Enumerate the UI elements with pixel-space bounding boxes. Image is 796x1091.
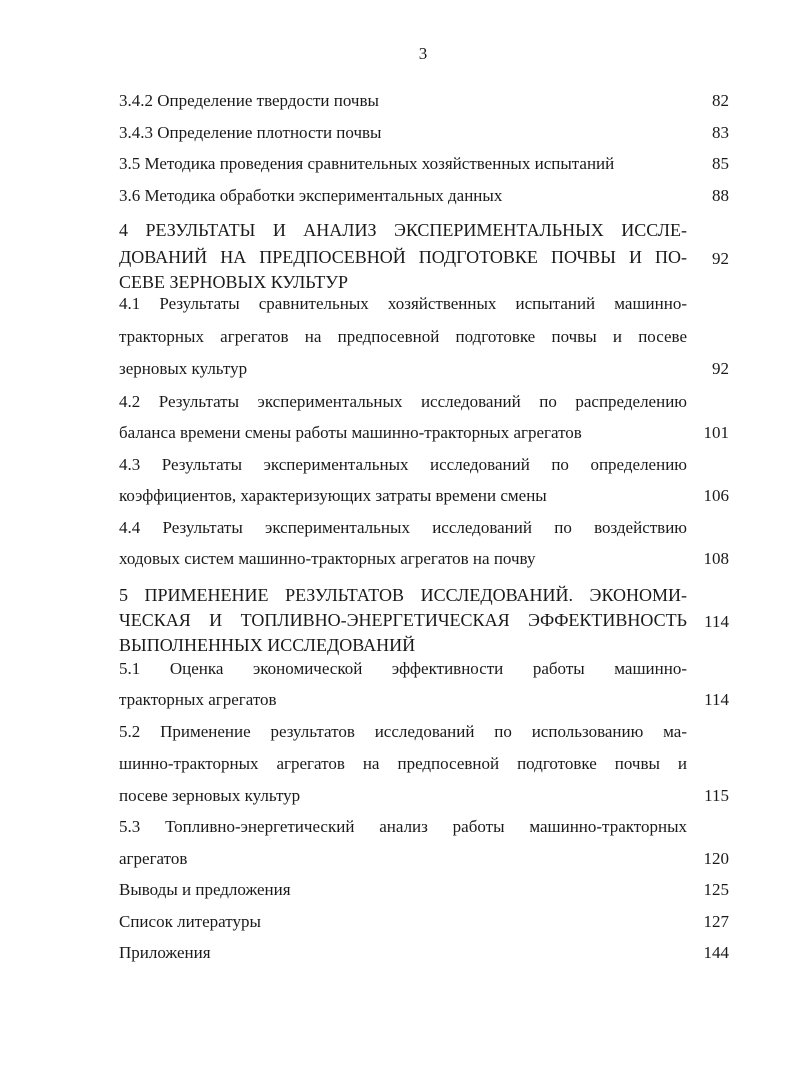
- toc-entry-4-line-1: 4 РЕЗУЛЬТАТЫ И АНАЛИЗ ЭКСПЕРИМЕНТАЛЬНЫХ ИССЛЕ-: [119, 220, 687, 240]
- toc-entry-5-1-line-1: 5.1 Оценка экономической эффективности работы машинно-: [119, 659, 687, 678]
- toc-entry-conclusions: Выводы и предложения: [119, 880, 291, 899]
- toc-entry-5-3-page: 120: [703, 849, 729, 868]
- toc-entry-5-1-line-2: тракторных агрегатов: [119, 690, 277, 709]
- toc-entry-4-3-line-1: 4.3 Результаты экспериментальных исследований по определению: [119, 455, 687, 474]
- toc-entry-3-4-2-page: 82: [712, 91, 729, 110]
- toc-entry-5-1-page: 114: [704, 690, 729, 709]
- toc-entry-4-line-2: ДОВАНИЙ НА ПРЕДПОСЕВНОЙ ПОДГОТОВКЕ ПОЧВЫ И ПО-: [119, 247, 687, 267]
- toc-entry-4-2-line-1: 4.2 Результаты экспериментальных исследований по распределению: [119, 392, 687, 411]
- toc-entry-3-4-3-page: 83: [712, 123, 729, 142]
- toc-entry-5-line-2: ЧЕСКАЯ И ТОПЛИВНО-ЭНЕРГЕТИЧЕСКАЯ ЭФФЕКТИВНОСТЬ: [119, 610, 687, 630]
- toc-entry-5-line-3: ВЫПОЛНЕННЫХ ИССЛЕДОВАНИЙ: [119, 635, 416, 655]
- toc-entry-3-4-2-line-1: 3.4.2 Определение твердости почвы: [119, 91, 379, 110]
- toc-entry-5-3-line-1: 5.3 Топливно-энергетический анализ работы машинно-тракторных: [119, 817, 687, 836]
- toc-entry-appendices-page: 144: [703, 943, 729, 962]
- toc-entry-4-2-page: 101: [703, 423, 729, 442]
- toc-entry-3-6-line-1: 3.6 Методика обработки экспериментальных данных: [119, 186, 503, 205]
- toc-entry-4-1-line-2: тракторных агрегатов на предпосевной подготовке почвы и посеве: [119, 327, 687, 346]
- toc-entry-appendices: Приложения: [119, 943, 211, 962]
- toc-entry-conclusions-page: 125: [703, 880, 729, 899]
- toc-entry-5-2-line-1: 5.2 Применение результатов исследований по использованию ма-: [119, 722, 687, 741]
- toc-entry-5-2-line-3: посеве зерновых культур: [119, 786, 301, 805]
- toc-entry-4-3-page: 106: [703, 486, 729, 505]
- toc-entry-4-4-page: 108: [703, 549, 729, 568]
- page-number: 3: [418, 44, 428, 63]
- toc-entry-references-page: 127: [703, 912, 729, 931]
- toc-entry-5-page: 114: [704, 612, 729, 631]
- toc-entry-4-3-line-2: коэффициентов, характеризующих затраты времени смены: [119, 486, 547, 505]
- toc-entry-4-2-line-2: баланса времени смены работы машинно-тракторных агрегатов: [119, 423, 582, 442]
- toc-entry-4-4-line-2: ходовых систем машинно-тракторных агрегатов на почву: [119, 549, 536, 568]
- toc-entry-4-line-3: СЕВЕ ЗЕРНОВЫХ КУЛЬТУР: [119, 272, 349, 292]
- toc-entry-references: Список литературы: [119, 912, 261, 931]
- toc-entry-5-line-1: 5 ПРИМЕНЕНИЕ РЕЗУЛЬТАТОВ ИССЛЕДОВАНИЙ. ЭКОНОМИ-: [119, 585, 687, 605]
- toc-entry-3-4-3-line-1: 3.4.3 Определение плотности почвы: [119, 123, 382, 142]
- toc-entry-3-6-page: 88: [712, 186, 729, 205]
- toc-entry-3-5-page: 85: [712, 154, 729, 173]
- toc-entry-4-1-line-3: зерновых культур: [119, 359, 248, 378]
- toc-entry-3-5-line-1: 3.5 Методика проведения сравнительных хозяйственных испытаний: [119, 154, 615, 173]
- toc-entry-5-2-page: 115: [704, 786, 729, 805]
- toc-entry-5-3-line-2: агрегатов: [119, 849, 188, 868]
- toc-entry-5-2-line-2: шинно-тракторных агрегатов на предпосевной подготовке почвы и: [119, 754, 687, 773]
- toc-entry-4-4-line-1: 4.4 Результаты экспериментальных исследований по воздействию: [119, 518, 687, 537]
- toc-entry-4-1-page: 92: [712, 359, 729, 378]
- toc-entry-4-page: 92: [712, 249, 729, 268]
- toc-entry-4-1-line-1: 4.1 Результаты сравнительных хозяйственных испытаний машинно-: [119, 294, 687, 313]
